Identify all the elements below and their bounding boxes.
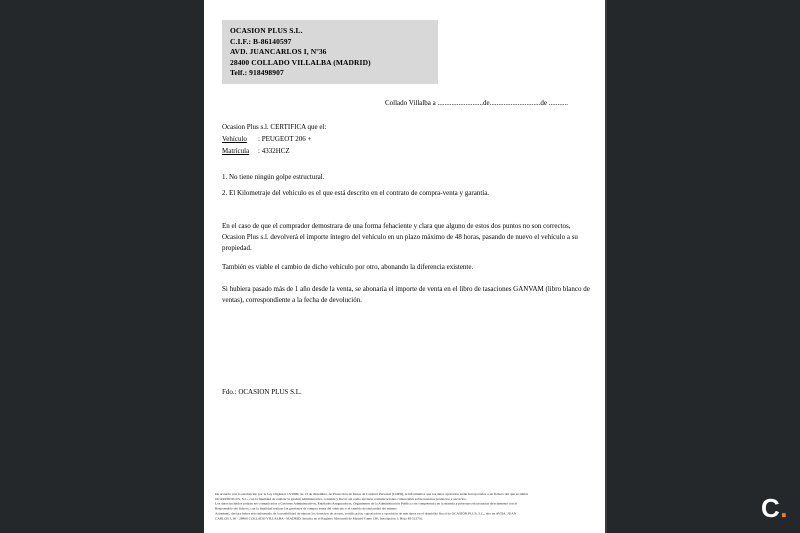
fine-print-line: Responsable del fichero, con la finalidad realizar las gestiones de compra venta del vehículo y el cambio de titularidad del mismo. <box>215 506 398 511</box>
certify-block <box>222 121 326 157</box>
site-watermark-logo <box>761 495 788 521</box>
fine-print-line: CARLOS I, 36 - 28400 COLLADO VILLALBA - MADRID. Inscrita en el Registro Mercantil de Madrid Tomo 130, Inscripción 1, Hoja M-512731. <box>215 516 424 521</box>
plate-label: Matrícula <box>222 147 250 155</box>
company-name: OCASION PLUS S.L. <box>230 26 303 35</box>
paragraph-ganvam: Si hubiera pasado más de 1 año desde la venta, se abonaría el importe de venta en el libro de tasaciones GANVAM (libro blanco de ventas), correspondiente a la fecha de devolución. <box>222 285 590 304</box>
fine-print-line: Los datos incluidos podrán ser comunicados a Gestores Administrativos, Entidades Aseguradoras, Organismos de la Administración Pública con competencia en la materia y personas relacionadas directamente con el <box>215 501 518 506</box>
plate-row <box>222 145 326 157</box>
fine-print-line: De acuerdo con lo establecido por la Ley Orgánica 15/1999, de 13 de diciembre, de Protección de Datos de Carácter Personal (LOPD), le informamos que los datos aportados serán incorporados a un fichero del que es titular <box>215 492 528 496</box>
paragraph-refund: En el caso de que el comprador demostrara de una forma fehaciente y clara que alguno de estos dos puntos no son correctos, Ocasion Plus s.l. devolverá el importe íntegro del vehículo en un plazo máximo de 48 horas, pasando de nuevo el vehículo a su propiedad. <box>222 222 578 252</box>
watermark-dot: . <box>780 493 788 523</box>
vehicle-row <box>222 133 326 145</box>
company-city: 28400 COLLADO VILLALBA (MADRID) <box>230 57 371 67</box>
date-line: Collado Villalba a ..........................de.............................de ........... <box>385 99 568 107</box>
certify-intro: Ocasion Plus s.l. CERTIFICA que el: <box>222 123 327 131</box>
signature-line: Fdo.: OCASION PLUS S.L. <box>222 388 302 396</box>
watermark-letter: C <box>760 493 781 523</box>
fine-print-block <box>215 492 603 521</box>
company-cif: C.I.F.: B-86140597 <box>230 36 292 46</box>
document-page <box>204 0 605 533</box>
company-phone: Telf.: 918498907 <box>230 68 284 78</box>
point-1: 1. No tiene ningún golpe estructural. <box>222 173 325 181</box>
vehicle-label: Vehículo <box>222 135 247 143</box>
company-address: AVD. JUANCARLOS I, Nº36 <box>230 47 327 57</box>
vehicle-value: : PEUGEOT 206 + <box>258 135 312 143</box>
point-2: 2. El Kilometraje del vehículo es el que está descrito en el contrato de compra-venta y garantía. <box>222 189 490 197</box>
company-header-box <box>222 20 438 84</box>
fine-print-line: OCASIÓN PLUS, S.L., con la finalidad de realizar la gestión administrativa, contable y fiscal, así como enviarle comunicaciones comerciales sobre nuestros productos y servicios. <box>215 496 467 501</box>
points-list <box>222 172 602 204</box>
plate-value: : 4332HCZ <box>258 147 290 155</box>
paragraph-exchange: También es viable el cambio de dicho vehículo por otro, abonando la diferencia existente. <box>222 263 474 271</box>
fine-print-line: Asimismo, declara haber sido informado de la posibilidad de ejercer los derechos de acceso, rectificación, cancelación y oposición de mis datos en el domicilio fiscal de OCASIÓN PLUS, S.L., sito en AVDA. JUAN <box>215 511 517 516</box>
